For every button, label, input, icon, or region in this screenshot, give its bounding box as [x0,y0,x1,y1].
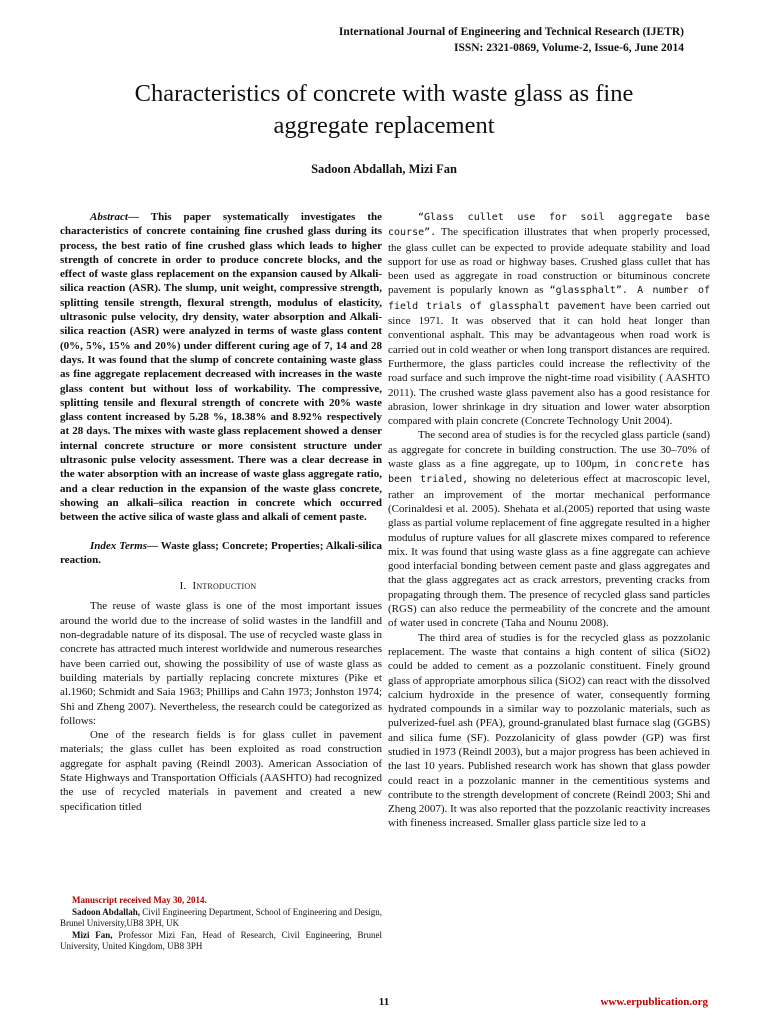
index-terms-dash: — [147,539,158,552]
abstract-dash: — [127,211,139,223]
journal-name: International Journal of Engineering and Technical Research (IJETR) [338,26,684,38]
author-name: Sadoon Abdallah, [72,906,141,917]
intro-paragraph-1: The reuse of waste glass is one of the most important issues around the world due to the increase of solid wastes in the landfill and non-degradable nature of its disposal. The use of recycled waste glass in concrete has attracted much interest worldwide and numerous researches have been carried out, showing the possibility of use of waste glass as building materials by partially replacing concrete mixtures (Pike et al.1960; Schmidt and Saia 1963; Phillips and Cahn 1973; Jonhston 1974; Shi and Zheng 2007). Nevertheless, the research could be categorized as follows: [60,600,382,727]
author-affiliation-1 [60,907,382,930]
section-heading-introduction [60,579,382,593]
body-paragraph-glass-sand [388,428,710,630]
author-affiliation-text: Civil Engineering Department, School of Engineering and Design, Brunel University,UB8 3PH, UK [60,906,382,928]
section-title: Introduction [192,580,257,593]
body-text: showing no deleterious effect at macroscopic level, rather an improvement of the mortar mechanical performance (Corinaldesi et al. 2005). Shehata et al.(2005) reported that using waste glass as partial volume replacement of fine aggregate resulted in a higher modulus of rupture values for all glascrete mixes compared to reference mix. It was found that using waste glass as a fine aggregate can achieve good interfacial bonding between cement paste and glass aggregates and that the glass aggregates act as crack arrestors, preventing cracks from propagating through them. The presence of recycled glass sand particles (RGS) can also reduce the permeability of the concrete and the amount of water used in concrete (Taha and Nounu 2008). [388,473,710,630]
right-column [388,210,710,831]
abstract-text: This paper systematically investigates the characteristics of concrete containing fine crushed glass during its process, the best ratio of fine crushed glass which leads to higher strength of concrete in order to produce concrete blocks, and the effect of waste glass replacement on the expansion caused by Alkali-silica reaction (ASR). The slump, unit weight, compressive strength, splitting tensile strength, flexural strength, modulus of elasticity, ultrasonic pulse velocity, dry density, water absorption and Alkali-silica reaction (ASR) were analyzed in terms of waste glass content (0%, 5%, 15% and 20%) under different curing age of 7, 14 and 28 days. It was found that the slump of concrete containing waste glass as fine aggregate replacement decreased with increases in the waste glass content but without loss of workability. The compressive, splitting tensile and flexural strength of concrete with 20% waste glass content increased by 5.28 %, 18.38% and 8.92% respectively at 28 days. The mixes with waste glass replacement showed a denser internal concrete structure or more consistent structure under ultrasonic pulse velocity assessment. There was a clear decrease in the water absorption with an increase of waste glass aggregate ratio, and a clear reduction in the expansion of the waste glass concrete, showing an alkali–silica reaction in concrete which occurred between the active silica of waste glass and alkali of cement paste. [60,211,382,524]
author-affiliation-text: Professor Mizi Fan, Head of Research, Civil Engineering, Brunel University, United Kingdom, UB8 3PH [60,929,382,951]
paper-authors: Sadoon Abdallah, Mizi Fan [311,162,457,176]
paper-title [60,78,708,142]
trialed-phrase: in concrete has been trialed, [388,459,710,486]
abstract-label: Abstract [90,211,128,223]
journal-issn: ISSN: 2321-0869, Volume-2, Issue-6, June 2014 [453,42,684,54]
publisher-url[interactable]: www.erpublication.org [600,996,708,1008]
footnotes [60,895,382,953]
glassphalt-term: “glassphalt”. A number of field trials of glassphalt pavement [388,285,710,312]
index-terms-text: Waste glass; Concrete; Properties; Alkali-silica reaction. [60,539,382,566]
body-paragraph-pozzolanic: The third area of studies is for the recycled glass as pozzolanic replacement. The waste that contains a high content of silica (SiO2) could be added to cement as a pozzolanic constituent. Finely ground glass of appropriate amorphous silica (SiO2) can react with the dissolved calcium hydroxide in the presence of water, consequently forming hydrated compounds in a similar way to pozzolanic materials, such as pulverized-fuel ash (PFA), ground-granulated blast furnace slag (GGBS) and silica fume (SF). Pozzolanicity of glass powder (GP) was first studied in 1973 (Reindl 2003), but a major progress has been achieved in the last 10 years. Published research work has shown that glass powder could react in a pozzolanic manner in the cementitious systems and contribute to the strength development of concrete (Reindl 2003; Shi and Zheng 2007). It was also reported that the pozzolanic reactivity increases with fineness increased. Smaller glass particle size led to a [388,631,710,830]
journal-header [339,24,684,56]
paper-title-line-2: aggregate replacement [273,112,495,139]
section-number: I. [179,580,187,593]
author-name: Mizi Fan, [72,929,113,940]
quoted-specification-title: “Glass cullet use for soil aggregate base course”. [388,212,710,239]
paper-title-line-1: Characteristics of concrete with waste glass as fine [134,80,634,107]
body-text: have been carried out since 1971. It was observed that it can hold heat longer than conventional asphalt. This may be advantageous when road work is carried out in cold weather or when long transport distances are required. Furthermore, the glass particles could increase the reflectivity of the road surface and such improve the night-time road visibility ( AASHTO 2011). The crushed waste glass pavement also has a good resistance for abrasion, lower shrinkage in dry situation and lower water absorption compared with plain concrete (Concrete Technology Unit 2004). [388,299,710,428]
author-affiliation-2 [60,930,382,953]
index-terms [60,539,382,568]
body-text: The second area of studies is for the recycled glass particle (sand) as aggregate for concrete in building construction. The use 30–70% of waste glass as a fine aggregate, up to 100μm, [388,429,710,471]
body-text: The specification illustrates that when properly processed, the glass cullet can be expected to provide adequate stability and load support for use as road or highway bases. Crushed glass cullet that has been used as aggregate in road construction or bituminous concrete pavement is popularly known as [388,226,710,297]
left-column [60,210,382,814]
index-terms-label: Index Terms [90,539,147,552]
body-paragraph-glass-cullet [388,210,710,428]
intro-paragraph-2: One of the research fields is for glass cullet in pavement materials; the glass cullet has been exploited as road construction aggregate for asphalt paving (Reindl 2003). American Association of State Highways and Transportation Officials (AASHTO) had recognized the use of recycled materials in pavement and created a new specification titled [60,729,382,813]
abstract [60,210,382,525]
manuscript-received-note: Manuscript received May 30, 2014. [72,895,207,905]
page-number: 11 [378,996,390,1008]
